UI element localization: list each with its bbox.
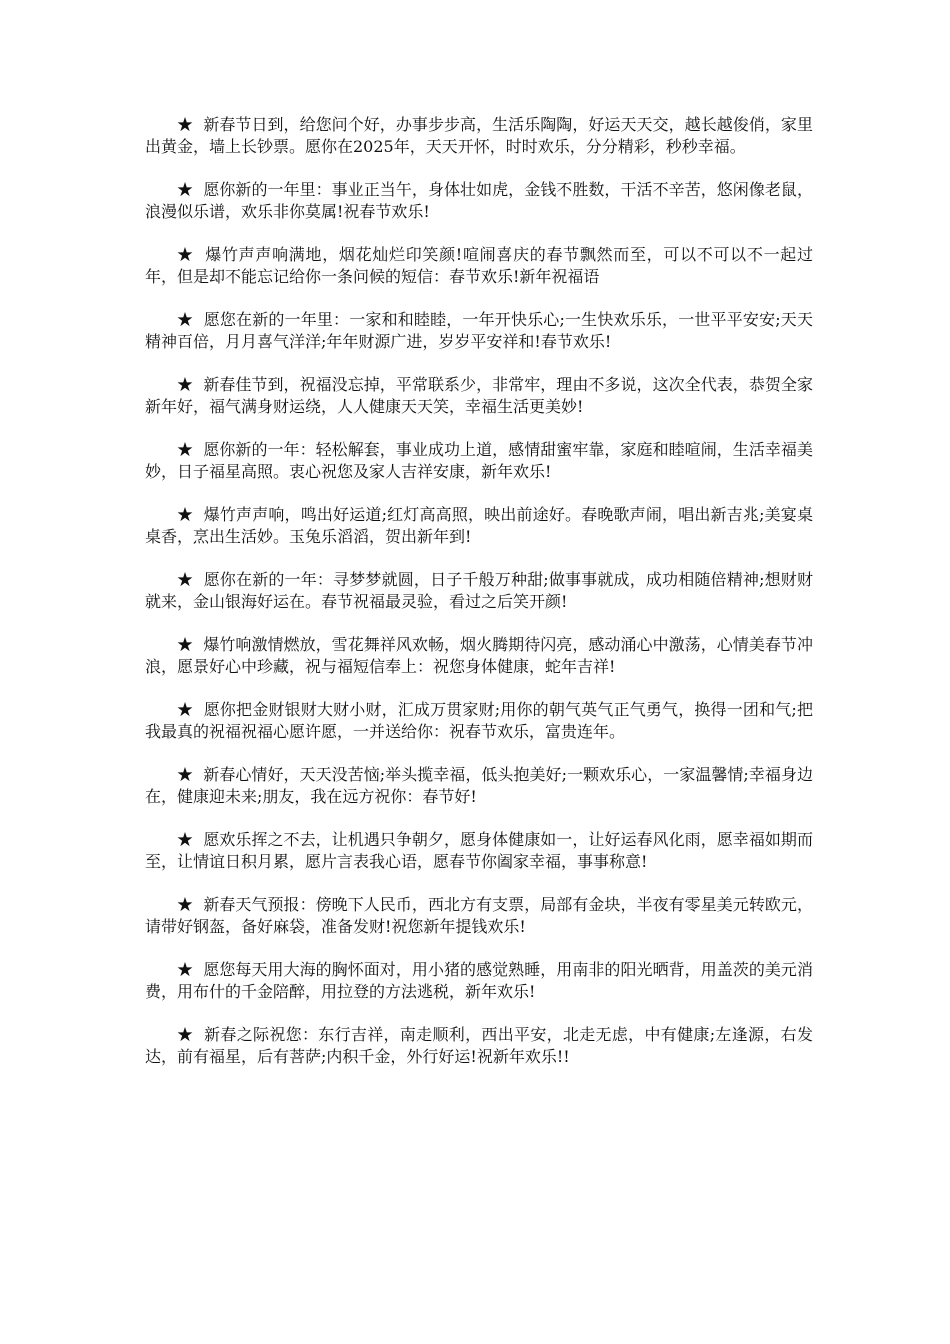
greeting-paragraph	[145, 439, 813, 483]
star-bullet-icon: ★	[177, 505, 194, 524]
paragraph-text: 爆竹声声响，鸣出好运道;红灯高高照，映出前途好。春晚歌声闹，唱出新吉兆;美宴桌桌香，烹出生活妙。玉兔乐滔滔，贺出新年到!	[145, 505, 813, 546]
greeting-paragraph	[145, 244, 813, 288]
star-bullet-icon: ★	[177, 115, 194, 134]
star-bullet-icon: ★	[177, 1025, 194, 1044]
greeting-paragraph	[145, 959, 813, 1003]
star-bullet-icon: ★	[177, 765, 194, 784]
document-body	[145, 114, 813, 1089]
paragraph-text: 愿你把金财银财大财小财，汇成万贯家财;用你的朝气英气正气勇气，换得一团和气;把我最真的祝福祝福心愿许愿，一并送给你：祝春节欢乐，富贵连年。	[145, 700, 813, 741]
star-bullet-icon: ★	[177, 960, 194, 979]
greeting-paragraph	[145, 829, 813, 873]
star-bullet-icon: ★	[177, 245, 194, 264]
greeting-paragraph	[145, 309, 813, 353]
star-bullet-icon: ★	[177, 830, 194, 849]
paragraph-text: 新春节日到，给您问个好，办事步步高，生活乐陶陶，好运天天交，越长越俊俏，家里出黄金，墙上长钞票。愿你在2025年，天天开怀，时时欢乐，分分精彩，秒秒幸福。	[145, 115, 813, 156]
paragraph-text: 愿您每天用大海的胸怀面对，用小猪的感觉熟睡，用南非的阳光晒背，用盖茨的美元消费，用布什的千金陪醉，用拉登的方法逃税，新年欢乐!	[145, 960, 813, 1001]
paragraph-text: 新春佳节到，祝福没忘掉，平常联系少，非常牢，理由不多说，这次全代表，恭贺全家新年好，福气满身财运绕，人人健康天天笑，幸福生活更美妙!	[145, 375, 813, 416]
star-bullet-icon: ★	[177, 700, 194, 719]
greeting-paragraph	[145, 634, 813, 678]
greeting-paragraph	[145, 179, 813, 223]
greeting-paragraph	[145, 374, 813, 418]
greeting-paragraph	[145, 114, 813, 158]
paragraph-text: 爆竹响激情燃放，雪花舞祥风欢畅，烟火腾期待闪亮，感动涌心中激荡，心情美春节冲浪，愿景好心中珍藏，祝与福短信奉上：祝您身体健康，蛇年吉祥!	[145, 635, 813, 676]
paragraph-text: 愿您在新的一年里：一家和和睦睦，一年开快乐心;一生快欢乐乐，一世平平安安;天天精神百倍，月月喜气洋洋;年年财源广进，岁岁平安祥和!春节欢乐!	[145, 310, 813, 351]
greeting-paragraph	[145, 569, 813, 613]
paragraph-text: 愿你新的一年里：事业正当午，身体壮如虎，金钱不胜数，干活不辛苦，悠闲像老鼠，浪漫似乐谱，欢乐非你莫属!祝春节欢乐!	[145, 180, 813, 221]
greeting-paragraph	[145, 699, 813, 743]
greeting-paragraph	[145, 504, 813, 548]
star-bullet-icon: ★	[177, 180, 194, 199]
paragraph-text: 愿欢乐挥之不去，让机遇只争朝夕，愿身体健康如一，让好运春风化雨，愿幸福如期而至，让情谊日积月累，愿片言表我心语，愿春节你阖家幸福，事事称意!	[145, 830, 813, 871]
paragraph-text: 新春心情好，天天没苦恼;举头揽幸福，低头抱美好;一颗欢乐心，一家温馨情;幸福身边在，健康迎未来;朋友，我在远方祝你：春节好!	[145, 765, 813, 806]
greeting-paragraph	[145, 764, 813, 808]
star-bullet-icon: ★	[177, 375, 194, 394]
paragraph-text: 愿你新的一年：轻松解套，事业成功上道，感情甜蜜牢靠，家庭和睦喧闹，生活幸福美妙，日子福星高照。衷心祝您及家人吉祥安康，新年欢乐!	[145, 440, 813, 481]
paragraph-text: 新春之际祝您：东行吉祥，南走顺利，西出平安，北走无虑，中有健康;左逢源，右发达，前有福星，后有菩萨;内积千金，外行好运!祝新年欢乐!!	[145, 1025, 813, 1066]
star-bullet-icon: ★	[177, 895, 194, 914]
star-bullet-icon: ★	[177, 310, 194, 329]
greeting-paragraph	[145, 894, 813, 938]
paragraph-text: 新春天气预报：傍晚下人民币，西北方有支票，局部有金块，半夜有零星美元转欧元，请带好钢盔，备好麻袋，准备发财!祝您新年提钱欢乐!	[145, 895, 813, 936]
paragraph-text: 愿你在新的一年：寻梦梦就圆，日子千般万种甜;做事事就成，成功相随倍精神;想财财就来，金山银海好运在。春节祝福最灵验，看过之后笑开颜!	[145, 570, 813, 611]
star-bullet-icon: ★	[177, 570, 194, 589]
star-bullet-icon: ★	[177, 440, 194, 459]
greeting-paragraph	[145, 1024, 813, 1068]
paragraph-text: 爆竹声声响满地，烟花灿烂印笑颜!喧闹喜庆的春节飘然而至，可以不可以不一起过年，但是却不能忘记给你一条问候的短信：春节欢乐!新年祝福语	[145, 245, 813, 286]
star-bullet-icon: ★	[177, 635, 194, 654]
